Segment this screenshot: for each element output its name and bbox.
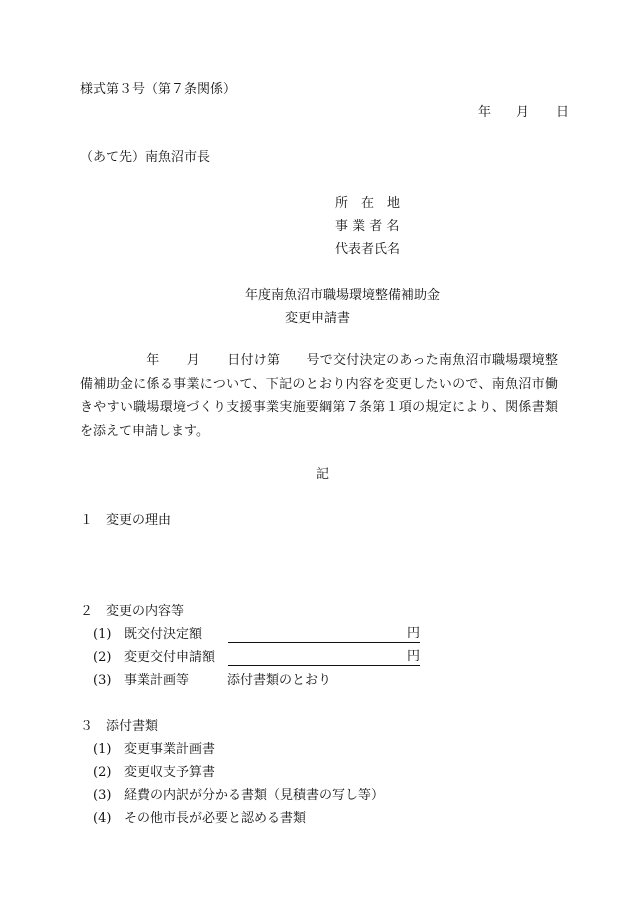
- date-year: 年: [478, 105, 492, 120]
- body-month: 月: [186, 353, 201, 368]
- item-label: その他市長が必要と認める書類: [124, 811, 307, 826]
- section-2-heading: ２ 変更の内容等: [80, 604, 185, 619]
- body-text: 号で交付決定のあった南魚沼市職場環境整備補助金に係る事業について、下記のとおり内容を変更したいので、南魚沼市働きやすい職場環境づくり支援事業実施要綱第７条第１項の規定により、関係書類を添えて申請します。: [80, 353, 558, 439]
- item-label: 変更事業計画書: [124, 742, 216, 757]
- item-number: (3): [93, 673, 112, 688]
- business-name-label: 事 業 者 名: [335, 219, 400, 234]
- body-year: 年: [146, 353, 160, 368]
- amount-blank[interactable]: [228, 665, 420, 666]
- amount-blank[interactable]: [228, 642, 420, 643]
- item-number: (3): [93, 788, 112, 803]
- address-label: 所 在 地: [335, 196, 401, 211]
- item-number: (4): [93, 811, 112, 826]
- section-3-heading: ３ 添付書類: [80, 719, 159, 734]
- item-number: (2): [93, 765, 112, 780]
- yen-unit: 円: [407, 649, 421, 664]
- item-label: 経費の内訳が分かる書類（見積書の写し等）: [124, 788, 385, 803]
- item-number: (2): [93, 650, 112, 665]
- section-1-heading: １ 変更の理由: [80, 513, 172, 528]
- item-label: 変更交付申請額: [124, 650, 216, 665]
- addressee: （あて先）南魚沼市長: [80, 150, 211, 165]
- date-month: 月: [516, 105, 530, 120]
- item-value: 添付書類のとおり: [227, 673, 332, 688]
- body-paragraph: [80, 349, 558, 443]
- form-number: 様式第３号（第７条関係）: [80, 82, 237, 97]
- item-number: (1): [93, 627, 112, 642]
- yen-unit: 円: [407, 626, 421, 641]
- ki-marker: 記: [316, 467, 330, 482]
- body-date-number: 日付け第: [227, 353, 281, 368]
- item-label: 事業計画等: [124, 673, 190, 688]
- document-title: 年度南魚沼市職場環境整備補助金: [245, 288, 441, 303]
- item-number: (1): [93, 742, 112, 757]
- item-label: 既交付決定額: [124, 627, 203, 642]
- item-label: 変更収支予算書: [124, 765, 216, 780]
- date-day: 日: [556, 105, 570, 120]
- document-subtitle: 変更申請書: [285, 311, 351, 326]
- representative-label: 代表者氏名: [335, 242, 401, 257]
